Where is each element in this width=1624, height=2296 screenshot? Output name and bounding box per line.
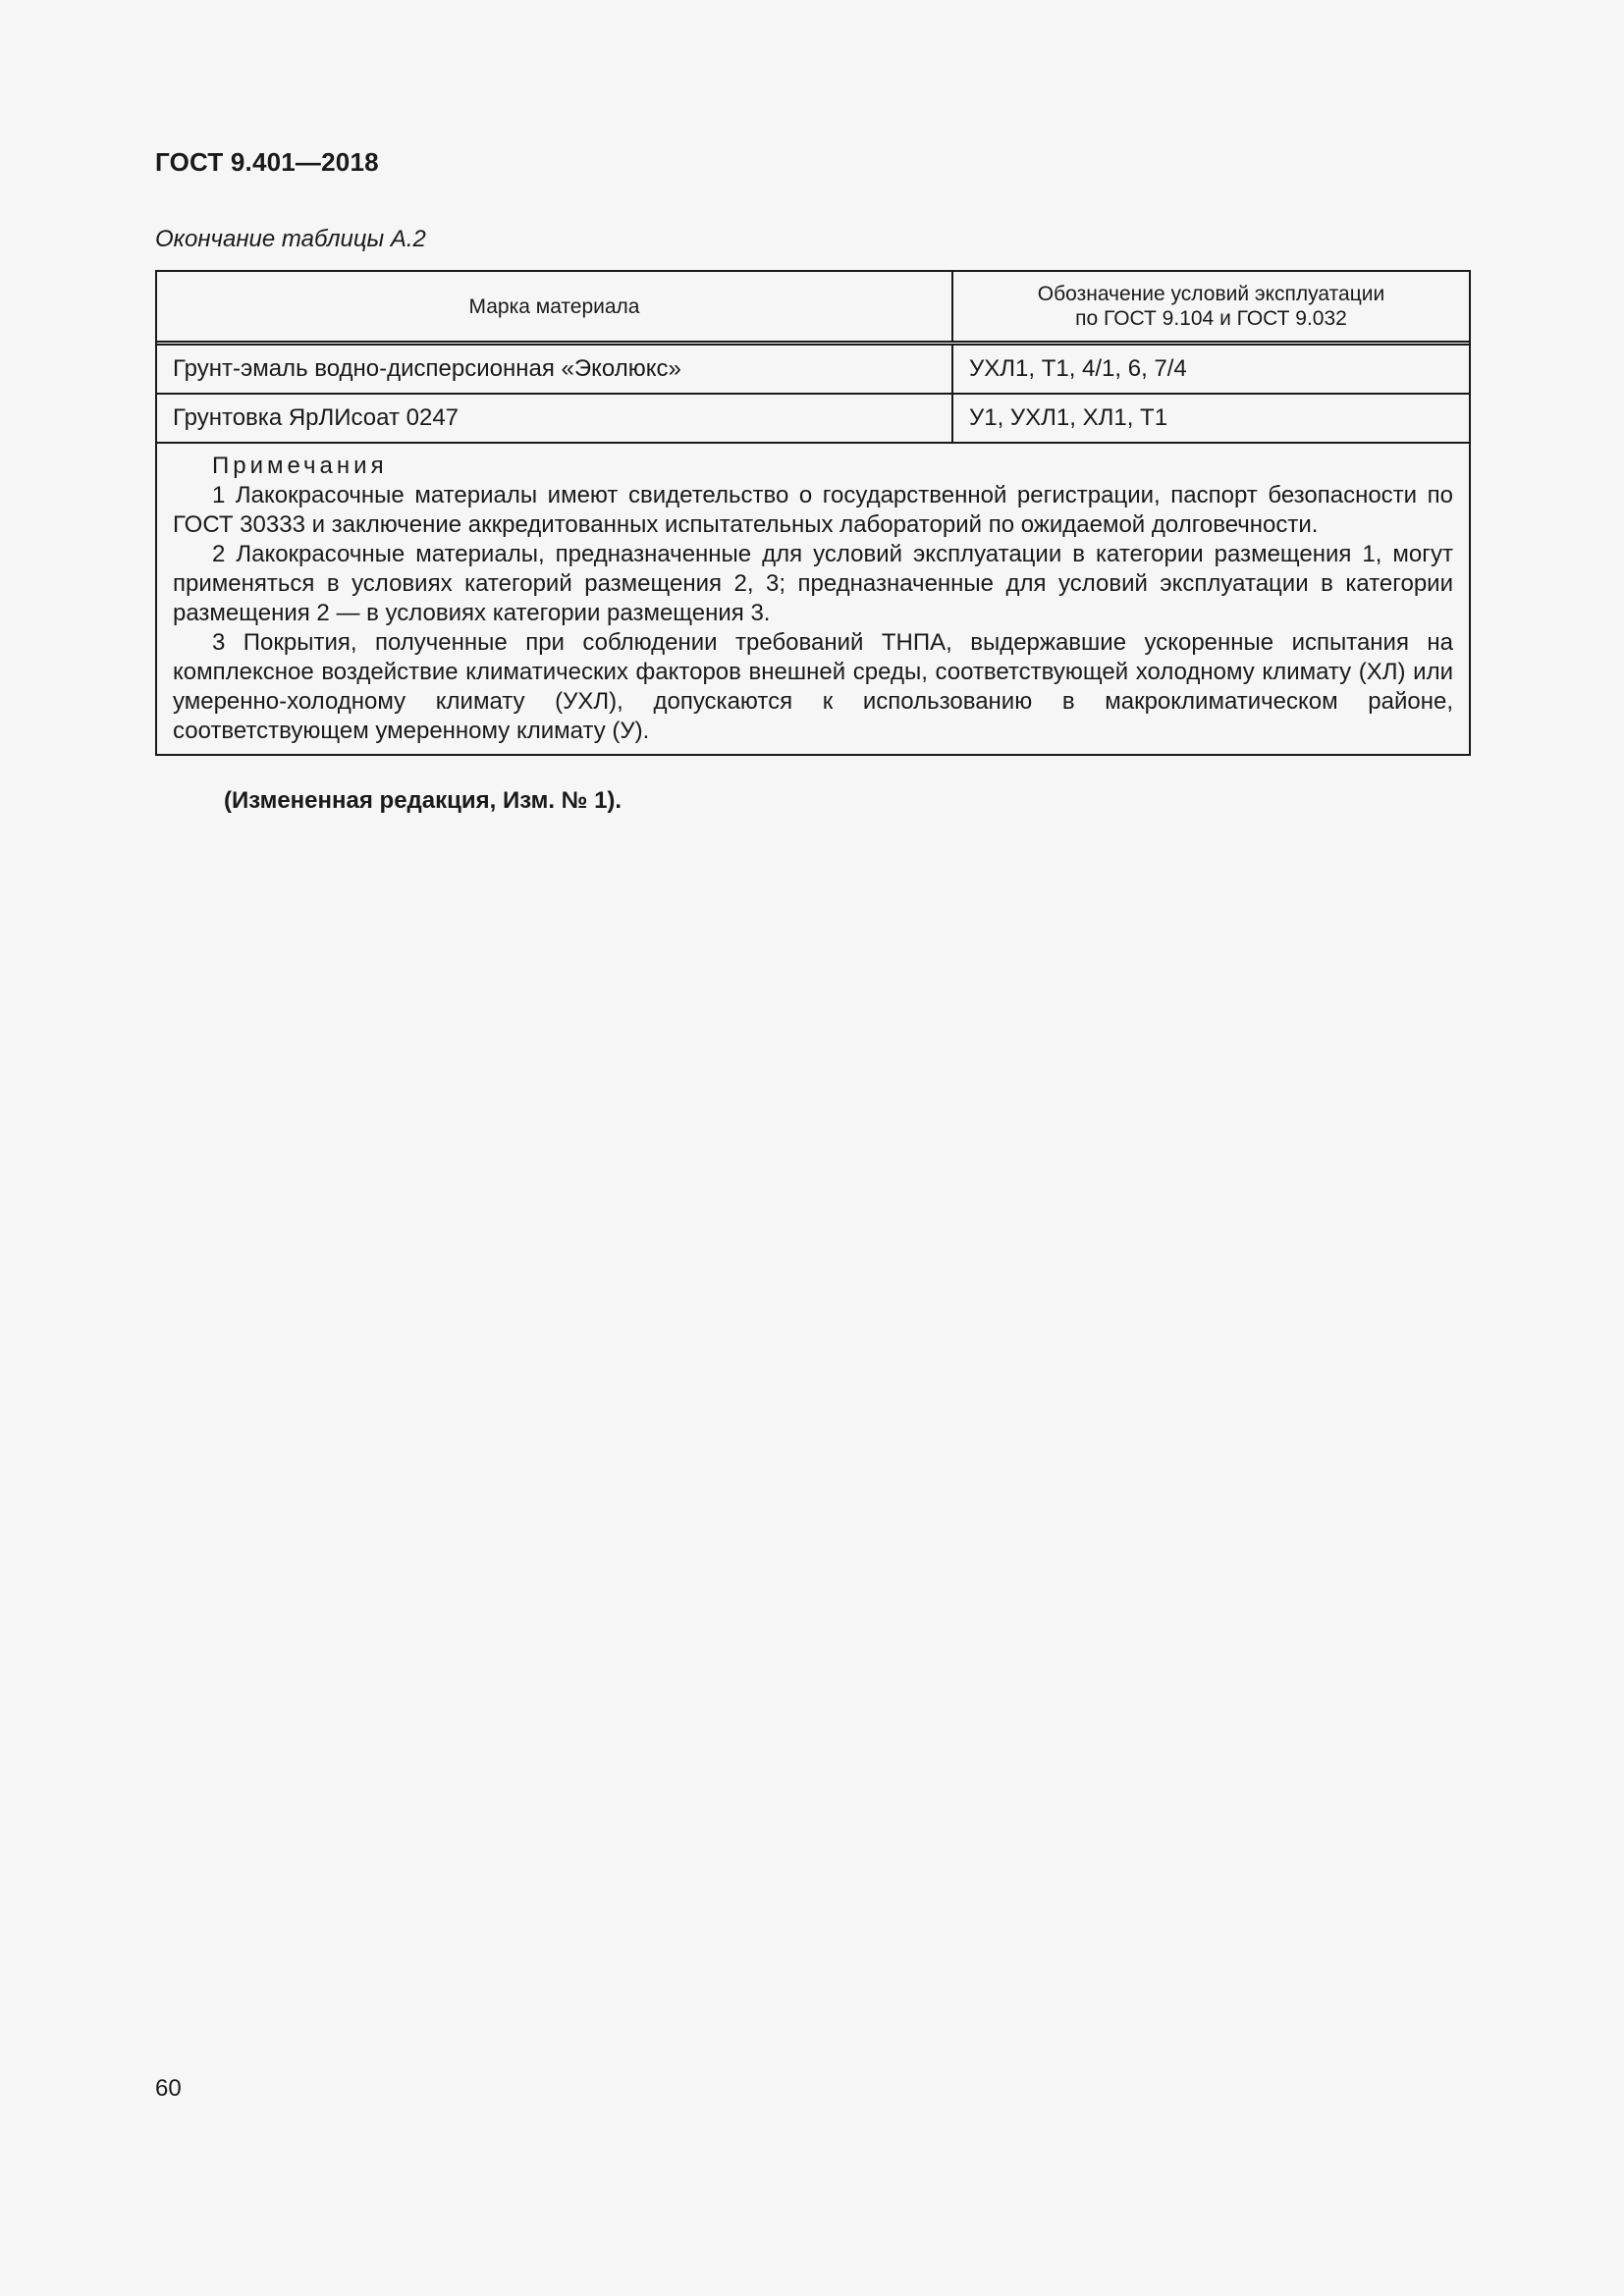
column-header-conditions [952, 272, 1469, 344]
column-header-conditions-line2: по ГОСТ 9.104 и ГОСТ 9.032 [1075, 307, 1347, 330]
column-header-conditions-line1: Обозначение условий эксплуатации [1037, 283, 1385, 305]
table-cell-conditions: У1, УХЛ1, ХЛ1, Т1 [969, 404, 1168, 431]
amendment-note: (Измененная редакция, Изм. № 1). [224, 787, 623, 814]
page-number: 60 [155, 2075, 182, 2102]
table-cell-conditions: УХЛ1, Т1, 4/1, 6, 7/4 [952, 344, 1469, 395]
materials-table-grid [157, 272, 1469, 442]
table-cell-material: Грунт-эмаль водно-дисперсионная «Эколюкс» [157, 344, 952, 395]
table-row [157, 344, 1469, 395]
note-item: 3 Покрытия, полученные при соблюдении требований ТНПА, выдержавшие ускоренные испытания на комплексное воздействие климатических факторов внешней среды, соответствующей холодному климату (ХЛ) или умеренно-холодному климату (УХЛ), допускаются к использованию в макроклиматическом районе, соответствующем умеренному климату (У). [173, 629, 1453, 744]
materials-table [155, 270, 1471, 756]
document-header: ГОСТ 9.401—2018 [155, 147, 379, 177]
table-cell-material: Грунтовка ЯрЛИсоат 0247 [157, 394, 952, 442]
table-caption: Окончание таблицы А.2 [155, 226, 426, 252]
table-notes [157, 442, 1469, 754]
note-item: 1 Лакокрасочные материалы имеют свидетельство о государственной регистрации, паспорт безопасности по ГОСТ 30333 и заключение аккредитованных испытательных лабораторий по ожидаемой долговечности. [173, 482, 1453, 538]
notes-title: Примечания [212, 453, 388, 479]
note-item: 2 Лакокрасочные материалы, предназначенные для условий эксплуатации в категории размещения 1, могут применяться в условиях категорий размещения 2, 3; предназначенные для условий эксплуатации в категории размещения 2 — в условиях категории размещения 3. [173, 541, 1453, 626]
table-header-row [157, 272, 1469, 344]
column-header-material [157, 272, 952, 344]
table-row [157, 394, 1469, 442]
column-header-material-label: Марка материала [468, 294, 640, 318]
